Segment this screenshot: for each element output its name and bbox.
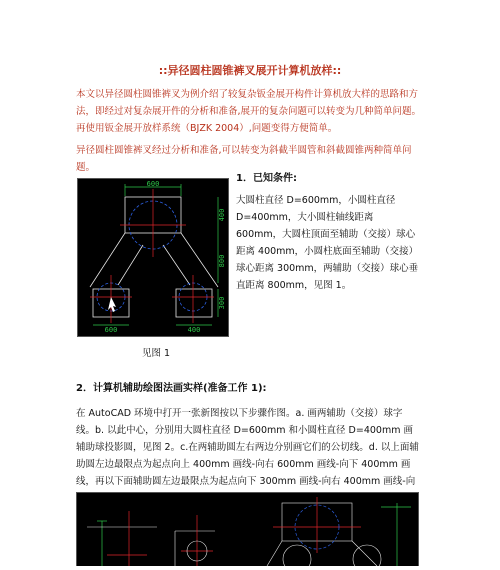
section-2-heading: 2．计算机辅助绘图法画实样(准备工作 1): [76,383,267,394]
dim-top-width: 600 [146,180,160,188]
center-lines [90,189,214,323]
page-title: ::异径圆柱圆锥裤叉展开计算机放样:: [158,64,342,77]
intro-paragraph-1: 本文以异径圆柱圆锥裤叉为例介绍了较复杂钣金展开构件计算机放大样的思路和方法，即经过对复杂展开件的分析和准备,展开的复杂问题可以转变为几种简单问题。再使用钣金展开放样系统（BJZK 2004）,问题变得方便简单。 [76,89,422,134]
cursor-arrow-icon [108,297,116,312]
dim-top-height: 400 [218,208,226,222]
dim-bottom-left-width: 600 [104,326,118,334]
dim-bottom-height: 300 [218,296,226,310]
section-1-heading: 1．已知条件: [236,173,297,184]
figure-1-svg [78,179,228,336]
pants-outline [90,197,218,317]
section-2-text: 在 AutoCAD 环境中打开一张新图按以下步骤作图。a. 画两辅助（交接）球字线。b. 以此中心，分别用大圆柱直径 D=600mm 和小圆柱直径 D=400mm 画辅助球投影圆，见图 2。c.在两辅助圆左右两边分别画它们的公切线。d. 以上面辅助圆左边最限点为起点向上 400mm 画线-向右 600mm 画线-向下 400mm 画线，再以下面辅助圆左边最限点为起点向下 300mm 画线-向右 400mm 画线-向 [76,408,419,487]
figure-2-3-svg [77,493,418,566]
figure-2-3-cad-drawing [76,492,419,566]
intro-paragraph-2: 异径圆柱圆锥裤叉经过分析和准备,可以转变为斜截半圆管和斜截圆锥两种简单问题。 [76,145,412,173]
dim-mid-height: 800 [218,254,226,268]
figure-1-cad-drawing [77,178,229,337]
figure-1-caption: 见图 1 [142,348,171,359]
dim-bottom-right-width: 400 [187,326,201,334]
figure-3-panel [267,497,411,566]
figure-2-panel [87,511,215,566]
section-1-text: 大圆柱直径 D=600mm，小圆柱直径D=400mm，大小圆柱轴线距离 600mm，大圆柱顶面至辅助（交接）球心距离 400mm，小圆柱底面至辅助（交接）球心距离 300mm，两辅助（交接）球心垂直距离 800mm，见图 1。 [236,195,419,291]
